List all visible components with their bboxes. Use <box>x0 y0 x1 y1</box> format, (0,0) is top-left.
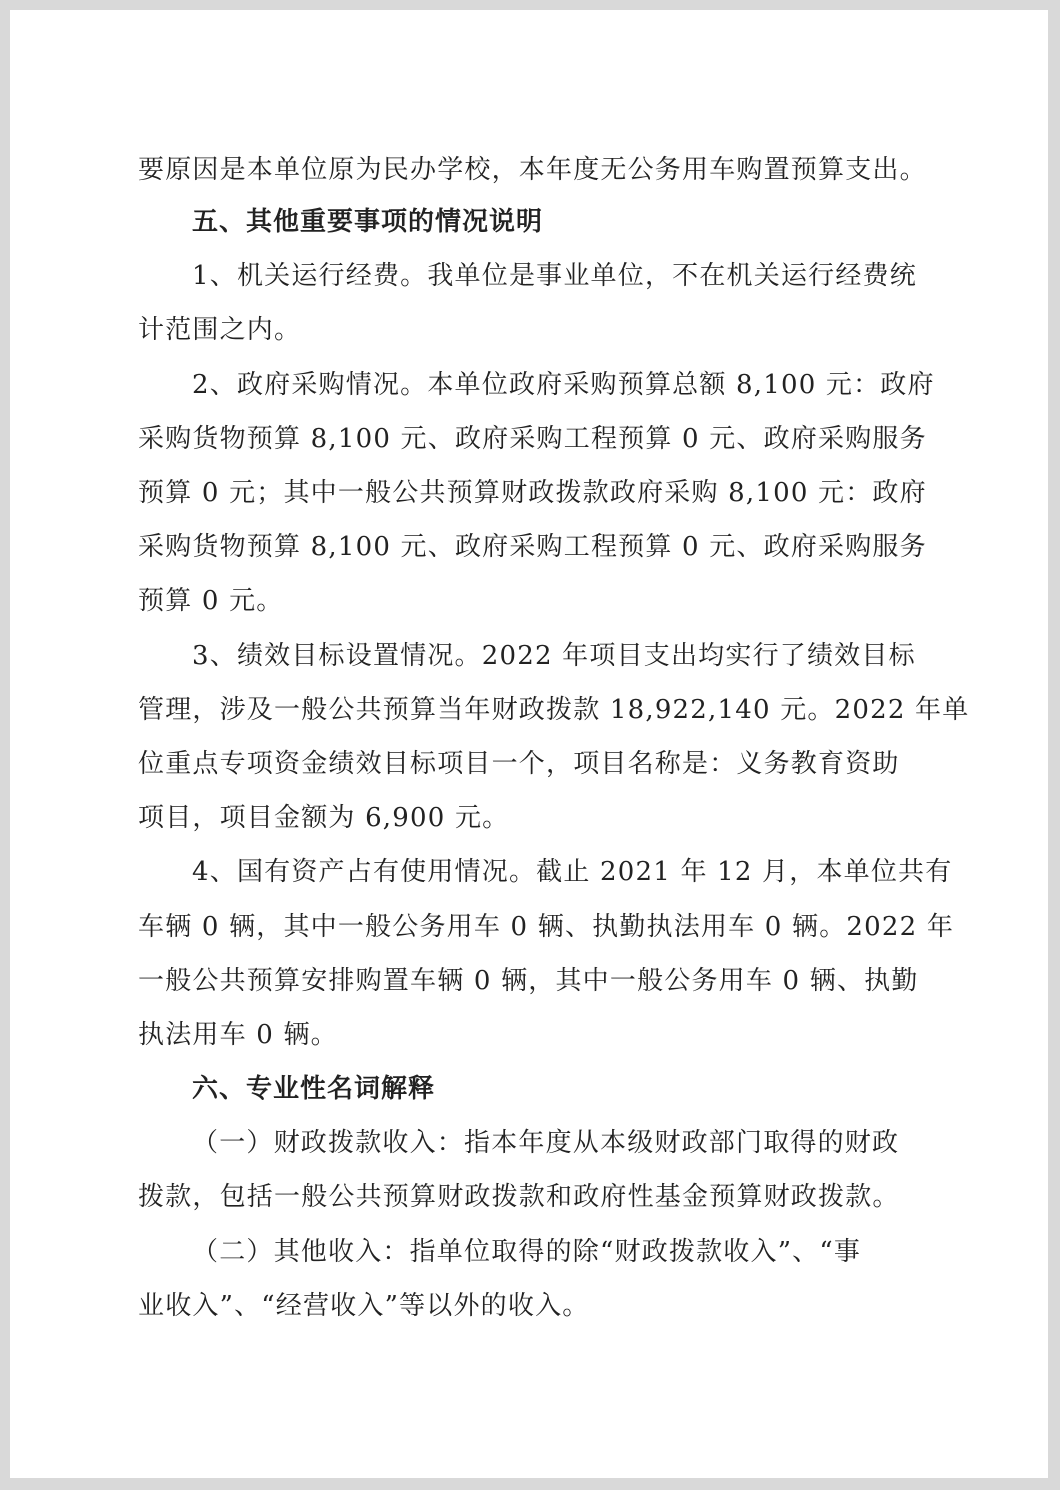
paragraph-line: （一）财政拨款收入：指本年度从本级财政部门取得的财政 <box>192 1128 900 1158</box>
paragraph-line: 位重点专项资金绩效目标项目一个，项目名称是：义务教育资助 <box>138 749 900 779</box>
paragraph-line: 采购货物预算 8,100 元、政府采购工程预算 0 元、政府采购服务 <box>138 424 927 454</box>
paragraph-line: 3、绩效目标设置情况。2022 年项目支出均实行了绩效目标 <box>192 641 916 671</box>
paragraph-line: （二）其他收入：指单位取得的除“财政拨款收入”、“事 <box>192 1237 862 1267</box>
paragraph-line: 计范围之内。 <box>138 315 302 345</box>
paragraph-line: 项目，项目金额为 6,900 元。 <box>138 803 510 833</box>
paragraph-line: 采购货物预算 8,100 元、政府采购工程预算 0 元、政府采购服务 <box>138 532 927 562</box>
paragraph-line: 4、国有资产占有使用情况。截止 2021 年 12 月，本单位共有 <box>192 857 953 887</box>
section-heading-five: 五、其他重要事项的情况说明 <box>192 207 544 237</box>
paragraph-line: 管理，涉及一般公共预算当年财政拨款 18,922,140 元。2022 年单 <box>138 695 970 725</box>
paragraph-line: 业收入”、“经营收入”等以外的收入。 <box>138 1291 590 1321</box>
paragraph-line: 预算 0 元；其中一般公共预算财政拨款政府采购 8,100 元：政府 <box>138 478 927 508</box>
paragraph-line: 拨款，包括一般公共预算财政拨款和政府性基金预算财政拨款。 <box>138 1182 900 1212</box>
paragraph-line: 预算 0 元。 <box>138 586 284 616</box>
paragraph-line: 一般公共预算安排购置车辆 0 辆，其中一般公务用车 0 辆、执勤 <box>138 966 919 996</box>
section-heading-six: 六、专业性名词解释 <box>192 1074 436 1104</box>
paragraph-line: 要原因是本单位原为民办学校，本年度无公务用车购置预算支出。 <box>138 155 927 185</box>
document-page <box>10 10 1048 1478</box>
paragraph-line: 1、机关运行经费。我单位是事业单位，不在机关运行经费统 <box>192 261 917 291</box>
paragraph-line: 执法用车 0 辆。 <box>138 1020 338 1050</box>
paragraph-line: 2、政府采购情况。本单位政府采购预算总额 8,100 元：政府 <box>192 370 935 400</box>
paragraph-line: 车辆 0 辆，其中一般公务用车 0 辆、执勤执法用车 0 辆。2022 年 <box>138 912 955 942</box>
